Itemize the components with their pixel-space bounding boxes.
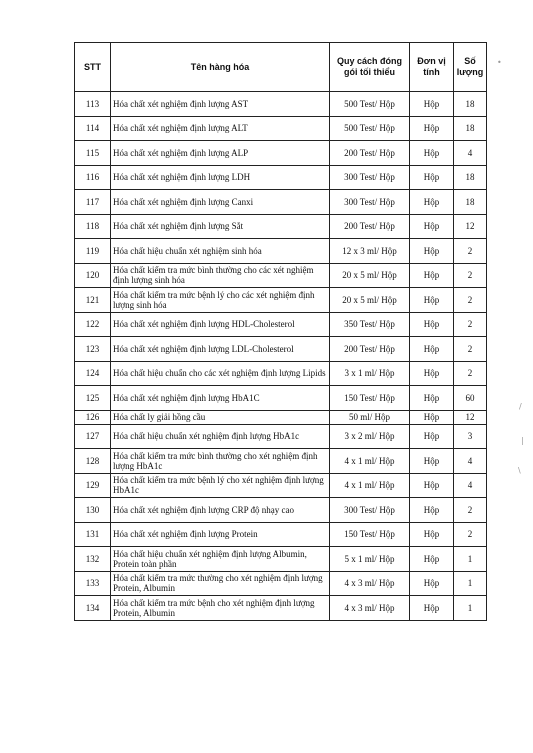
row-name: Hóa chất xét nghiệm định lượng HbA1C [111, 386, 330, 411]
row-name: Hóa chất xét nghiệm định lượng ALT [111, 116, 330, 141]
row-name: Hóa chất kiểm tra mức bình thường cho các xét nghiệm định lượng sinh hóa [111, 263, 330, 288]
row-stt: 131 [75, 522, 111, 547]
table-row [75, 92, 487, 117]
row-qty: 2 [454, 498, 487, 523]
row-stt: 127 [75, 424, 111, 449]
row-qty: 2 [454, 361, 487, 386]
row-pack: 300 Test/ Hộp [330, 498, 410, 523]
row-pack: 4 x 1 ml/ Hộp [330, 473, 410, 498]
row-name: Hóa chất kiểm tra mức thường cho xét nghiệm định lượng Protein, Albumin [111, 571, 330, 596]
row-unit: Hộp [410, 239, 454, 264]
row-stt: 118 [75, 214, 111, 239]
row-qty: 18 [454, 190, 487, 215]
row-unit: Hộp [410, 263, 454, 288]
row-name: Hóa chất kiểm tra mức bệnh lý cho các xét nghiệm định lượng sinh hóa [111, 288, 330, 313]
row-name: Hóa chất xét nghiệm định lượng LDH [111, 165, 330, 190]
row-pack: 4 x 1 ml/ Hộp [330, 449, 410, 474]
row-pack: 150 Test/ Hộp [330, 386, 410, 411]
row-qty: 4 [454, 141, 487, 166]
table-row [75, 386, 487, 411]
row-unit: Hộp [410, 498, 454, 523]
row-name: Hóa chất xét nghiệm định lượng HDL-Cholesterol [111, 312, 330, 337]
row-qty: 4 [454, 473, 487, 498]
table-row [75, 190, 487, 215]
row-unit: Hộp [410, 596, 454, 621]
table-row [75, 473, 487, 498]
row-pack: 12 x 3 ml/ Hộp [330, 239, 410, 264]
row-qty: 2 [454, 312, 487, 337]
row-name: Hóa chất kiểm tra mức bình thường cho xét nghiệm định lượng HbA1c [111, 449, 330, 474]
header-pack: Quy cách đóng gói tối thiểu [330, 43, 410, 92]
table-row [75, 361, 487, 386]
table-row [75, 288, 487, 313]
row-stt: 116 [75, 165, 111, 190]
row-name: Hóa chất hiệu chuẩn xét nghiệm định lượng Albumin, Protein toàn phần [111, 547, 330, 572]
row-unit: Hộp [410, 522, 454, 547]
row-unit: Hộp [410, 214, 454, 239]
table-row [75, 571, 487, 596]
table-row [75, 239, 487, 264]
row-unit: Hộp [410, 190, 454, 215]
table-row [75, 165, 487, 190]
row-qty: 18 [454, 116, 487, 141]
row-name: Hóa chất ly giải hồng cầu [111, 410, 330, 424]
row-stt: 123 [75, 337, 111, 362]
row-name: Hóa chất kiểm tra mức bệnh cho xét nghiệm định lượng Protein, Albumin [111, 596, 330, 621]
row-unit: Hộp [410, 361, 454, 386]
row-qty: 1 [454, 571, 487, 596]
row-stt: 119 [75, 239, 111, 264]
row-stt: 132 [75, 547, 111, 572]
scan-mark: | [521, 436, 524, 445]
table-row [75, 116, 487, 141]
table-row [75, 424, 487, 449]
row-unit: Hộp [410, 337, 454, 362]
row-pack: 200 Test/ Hộp [330, 214, 410, 239]
row-pack: 200 Test/ Hộp [330, 141, 410, 166]
table-row [75, 596, 487, 621]
row-name: Hóa chất xét nghiệm định lượng ALP [111, 141, 330, 166]
table-row [75, 337, 487, 362]
row-stt: 115 [75, 141, 111, 166]
row-name: Hóa chất xét nghiệm định lượng LDL-Cholesterol [111, 337, 330, 362]
row-pack: 4 x 3 ml/ Hộp [330, 571, 410, 596]
scan-speck: • [497, 58, 502, 67]
header-stt: STT [75, 43, 111, 92]
table-row [75, 449, 487, 474]
row-stt: 129 [75, 473, 111, 498]
row-unit: Hộp [410, 571, 454, 596]
row-unit: Hộp [410, 141, 454, 166]
row-pack: 350 Test/ Hộp [330, 312, 410, 337]
row-stt: 113 [75, 92, 111, 117]
table-header [75, 43, 487, 92]
header-unit: Đơn vị tính [410, 43, 454, 92]
row-qty: 2 [454, 522, 487, 547]
row-qty: 18 [454, 92, 487, 117]
row-stt: 124 [75, 361, 111, 386]
row-stt: 114 [75, 116, 111, 141]
row-qty: 2 [454, 337, 487, 362]
row-qty: 1 [454, 596, 487, 621]
row-stt: 128 [75, 449, 111, 474]
row-qty: 2 [454, 239, 487, 264]
row-unit: Hộp [410, 473, 454, 498]
row-pack: 3 x 1 ml/ Hộp [330, 361, 410, 386]
row-name: Hóa chất xét nghiệm định lượng CRP độ nhạy cao [111, 498, 330, 523]
row-pack: 300 Test/ Hộp [330, 190, 410, 215]
row-name: Hóa chất hiệu chuẩn xét nghiệm sinh hóa [111, 239, 330, 264]
scan-mark: / [519, 402, 522, 411]
row-pack: 50 ml/ Hộp [330, 410, 410, 424]
row-stt: 133 [75, 571, 111, 596]
row-name: Hóa chất hiệu chuẩn xét nghiệm định lượng HbA1c [111, 424, 330, 449]
header-name: Tên hàng hóa [111, 43, 330, 92]
row-unit: Hộp [410, 547, 454, 572]
row-stt: 120 [75, 263, 111, 288]
row-qty: 2 [454, 263, 487, 288]
header-qty: Số lượng [454, 43, 487, 92]
row-qty: 12 [454, 214, 487, 239]
goods-table [74, 42, 487, 621]
row-name: Hóa chất xét nghiệm định lượng AST [111, 92, 330, 117]
row-qty: 4 [454, 449, 487, 474]
row-unit: Hộp [410, 424, 454, 449]
row-qty: 18 [454, 165, 487, 190]
row-name: Hóa chất xét nghiệm định lượng Sắt [111, 214, 330, 239]
row-pack: 20 x 5 ml/ Hộp [330, 288, 410, 313]
row-name: Hóa chất hiệu chuẩn cho các xét nghiệm định lượng Lipids [111, 361, 330, 386]
row-pack: 300 Test/ Hộp [330, 165, 410, 190]
row-pack: 5 x 1 ml/ Hộp [330, 547, 410, 572]
table-row [75, 141, 487, 166]
row-stt: 125 [75, 386, 111, 411]
row-qty: 60 [454, 386, 487, 411]
row-unit: Hộp [410, 312, 454, 337]
row-unit: Hộp [410, 386, 454, 411]
row-stt: 117 [75, 190, 111, 215]
row-unit: Hộp [410, 410, 454, 424]
row-qty: 3 [454, 424, 487, 449]
scan-mark: \ [518, 466, 521, 475]
row-pack: 20 x 5 ml/ Hộp [330, 263, 410, 288]
row-qty: 2 [454, 288, 487, 313]
table-row [75, 498, 487, 523]
row-stt: 134 [75, 596, 111, 621]
table-row [75, 214, 487, 239]
row-pack: 3 x 2 ml/ Hộp [330, 424, 410, 449]
row-pack: 500 Test/ Hộp [330, 92, 410, 117]
table-row [75, 312, 487, 337]
row-unit: Hộp [410, 288, 454, 313]
table-row [75, 547, 487, 572]
row-name: Hóa chất xét nghiệm định lượng Protein [111, 522, 330, 547]
row-unit: Hộp [410, 449, 454, 474]
row-stt: 130 [75, 498, 111, 523]
row-unit: Hộp [410, 116, 454, 141]
table-row [75, 522, 487, 547]
row-stt: 126 [75, 410, 111, 424]
row-unit: Hộp [410, 165, 454, 190]
table-row [75, 263, 487, 288]
row-stt: 121 [75, 288, 111, 313]
row-unit: Hộp [410, 92, 454, 117]
table-body [75, 92, 487, 621]
row-name: Hóa chất kiểm tra mức bệnh lý cho xét nghiệm định lượng HbA1c [111, 473, 330, 498]
table-row [75, 410, 487, 424]
row-qty: 1 [454, 547, 487, 572]
row-pack: 200 Test/ Hộp [330, 337, 410, 362]
row-stt: 122 [75, 312, 111, 337]
row-pack: 4 x 3 ml/ Hộp [330, 596, 410, 621]
row-pack: 500 Test/ Hộp [330, 116, 410, 141]
row-qty: 12 [454, 410, 487, 424]
row-name: Hóa chất xét nghiệm định lượng Canxi [111, 190, 330, 215]
row-pack: 150 Test/ Hộp [330, 522, 410, 547]
